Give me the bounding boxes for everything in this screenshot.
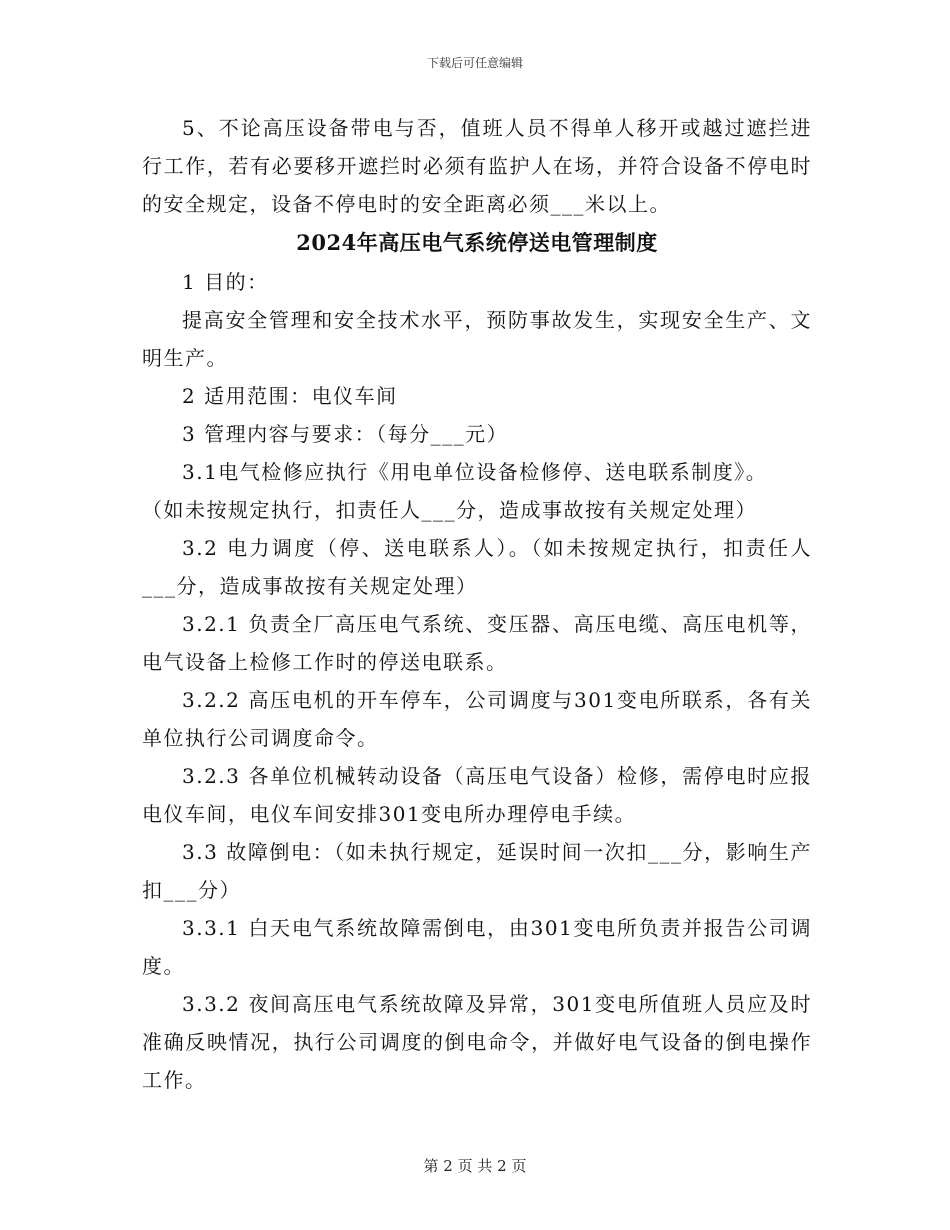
document-body bbox=[142, 109, 812, 1099]
paragraph-3-2-2: 3.2.2 高压电机的开车停车，公司调度与301变电所联系，各有关单位执行公司调度命令。 bbox=[142, 688, 812, 750]
paragraph-3-3-1: 3.3.1 白天电气系统故障需倒电，由301变电所负责并报告公司调度。 bbox=[142, 916, 812, 978]
page-footer: 第 2 页 共 2 页 bbox=[423, 1157, 527, 1175]
paragraph-3-1-note: （如未按规定执行，扣责任人___分，造成事故按有关规定处理） bbox=[142, 498, 757, 522]
paragraph-purpose: 提高安全管理和安全技术水平，预防事故发生，实现安全生产、文明生产。 bbox=[142, 308, 812, 370]
paragraph-item-5: 5、不论高压设备带电与否，值班人员不得单人移开或越过遮拦进行工作，若有必要移开遮拦时必须有监护人在场，并符合设备不停电时的安全规定，设备不停电时的安全距离必须___米以上。 bbox=[142, 116, 812, 216]
paragraph-3-2: 3.2 电力调度（停、送电联系人）。（如未按规定执行，扣责任人___分，造成事故按有关规定处理） bbox=[142, 536, 812, 598]
page-header: 下载后可任意编辑 bbox=[426, 56, 523, 70]
paragraph-3-2-3: 3.2.3 各单位机械转动设备（高压电气设备）检修，需停电时应报电仪车间，电仪车间安排301变电所办理停电手续。 bbox=[142, 764, 812, 826]
paragraph-requirements: 3 管理内容与要求：（每分___元） bbox=[182, 422, 509, 446]
document-title: 2024年高压电气系统停送电管理制度 bbox=[296, 230, 658, 255]
paragraph-3-3: 3.3 故障倒电：（如未执行规定，延误时间一次扣___分，影响生产扣___分） bbox=[142, 840, 812, 902]
paragraph-3-2-1: 3.2.1 负责全厂高压电气系统、变压器、高压电缆、高压电机等，电气设备上检修工作时的停送电联系。 bbox=[142, 612, 812, 674]
paragraph-3-3-2: 3.3.2 夜间高压电气系统故障及异常，301变电所值班人员应及时准确反映情况，执行公司调度的倒电命令，并做好电气设备的倒电操作工作。 bbox=[142, 992, 812, 1092]
paragraph-3-1: 3.1电气检修应执行《用电单位设备检修停、送电联系制度》。 bbox=[182, 460, 768, 484]
paragraph-scope: 2 适用范围：电仪车间 bbox=[182, 384, 398, 408]
paragraph-purpose-heading: 1 目的： bbox=[182, 270, 269, 294]
